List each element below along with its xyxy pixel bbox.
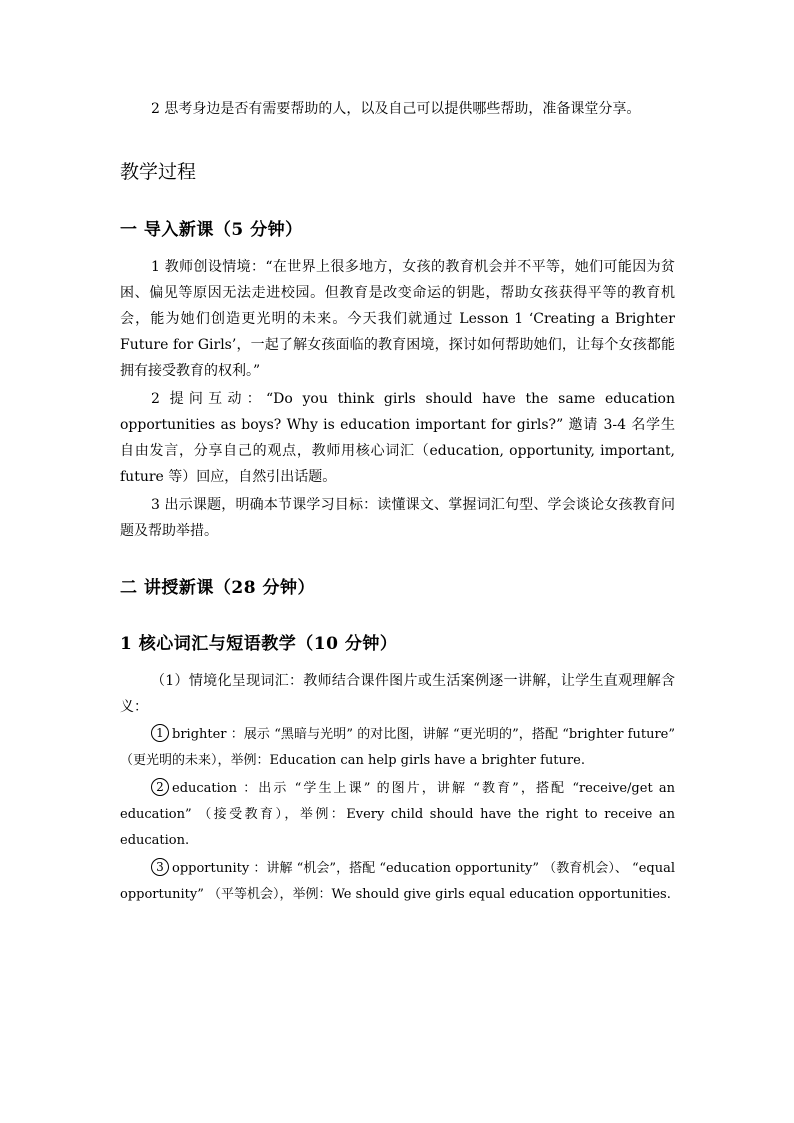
vocab-item-text: education ：出示 “学生上课” 的图片，讲解 “教育”，搭配 “receive/get an education” （接受教育），举例：Every child should have the right to receive an education. xyxy=(120,781,675,848)
circled-number: 3 xyxy=(151,858,169,876)
section-1-paragraph-1: 1 教师创设情境：“在世界上很多地方，女孩的教育机会并不平等，她们可能因为贫困、偏见等原因无法走进校园。但教育是改变命运的钥匙，帮助女孩获得平等的教育机会，能为她们创造更光明的未来。今天我们就通过 Lesson 1 ‘Creating a Brighter Future for Girls’，一起了解女孩面临的教育困境，探讨如何帮助她们，让每个女孩都能拥有接受教育的权利。” xyxy=(120,259,675,379)
vocab-item xyxy=(120,856,675,908)
process-heading: 教学过程 xyxy=(120,161,197,183)
vocab-item-text: opportunity ：讲解 “机会”，搭配 “education opportunity” （教育机会）、 “equal opportunity” （平等机会），举例：We should give girls equal education opportunities. xyxy=(120,861,675,902)
vocab-intro: （1）情境化呈现词汇：教师结合课件图片或生活案例逐一讲解，让学生直观理解含义： xyxy=(120,673,675,715)
document-body xyxy=(120,96,675,910)
subsection-1-heading: 1 核心词汇与短语教学（10 分钟） xyxy=(120,634,398,654)
vocab-item xyxy=(120,776,675,854)
circled-number: 1 xyxy=(151,724,169,742)
section-1-heading: 一 导入新课（5 分钟） xyxy=(120,220,303,240)
vocab-item-text: brighter ：展示 “黑暗与光明” 的对比图，讲解 “更光明的”，搭配 “brighter future” （更光明的未来），举例：Education can help girls have a brighter future. xyxy=(120,727,675,768)
circled-number: 2 xyxy=(151,778,169,796)
prep-item-2: 2 思考身边是否有需要帮助的人，以及自己可以提供哪些帮助，准备课堂分享。 xyxy=(151,101,641,117)
section-2-heading: 二 讲授新课（28 分钟） xyxy=(120,578,315,598)
section-1-paragraph-3: 3 出示课题，明确本节课学习目标：读懂课文、掌握词汇句型、学会谈论女孩教育问题及帮助举措。 xyxy=(120,497,675,539)
section-1-paragraph-2: 2 提问互动：“Do you think girls should have the same education opportunities as boys? Why is education important for girls?” 邀请 3-4 名学生自由发言，分享自己的观点，教师用核心词汇（education, opportunity, important, future 等）回应，自然引出话题。 xyxy=(120,391,675,485)
vocab-item xyxy=(120,722,675,774)
